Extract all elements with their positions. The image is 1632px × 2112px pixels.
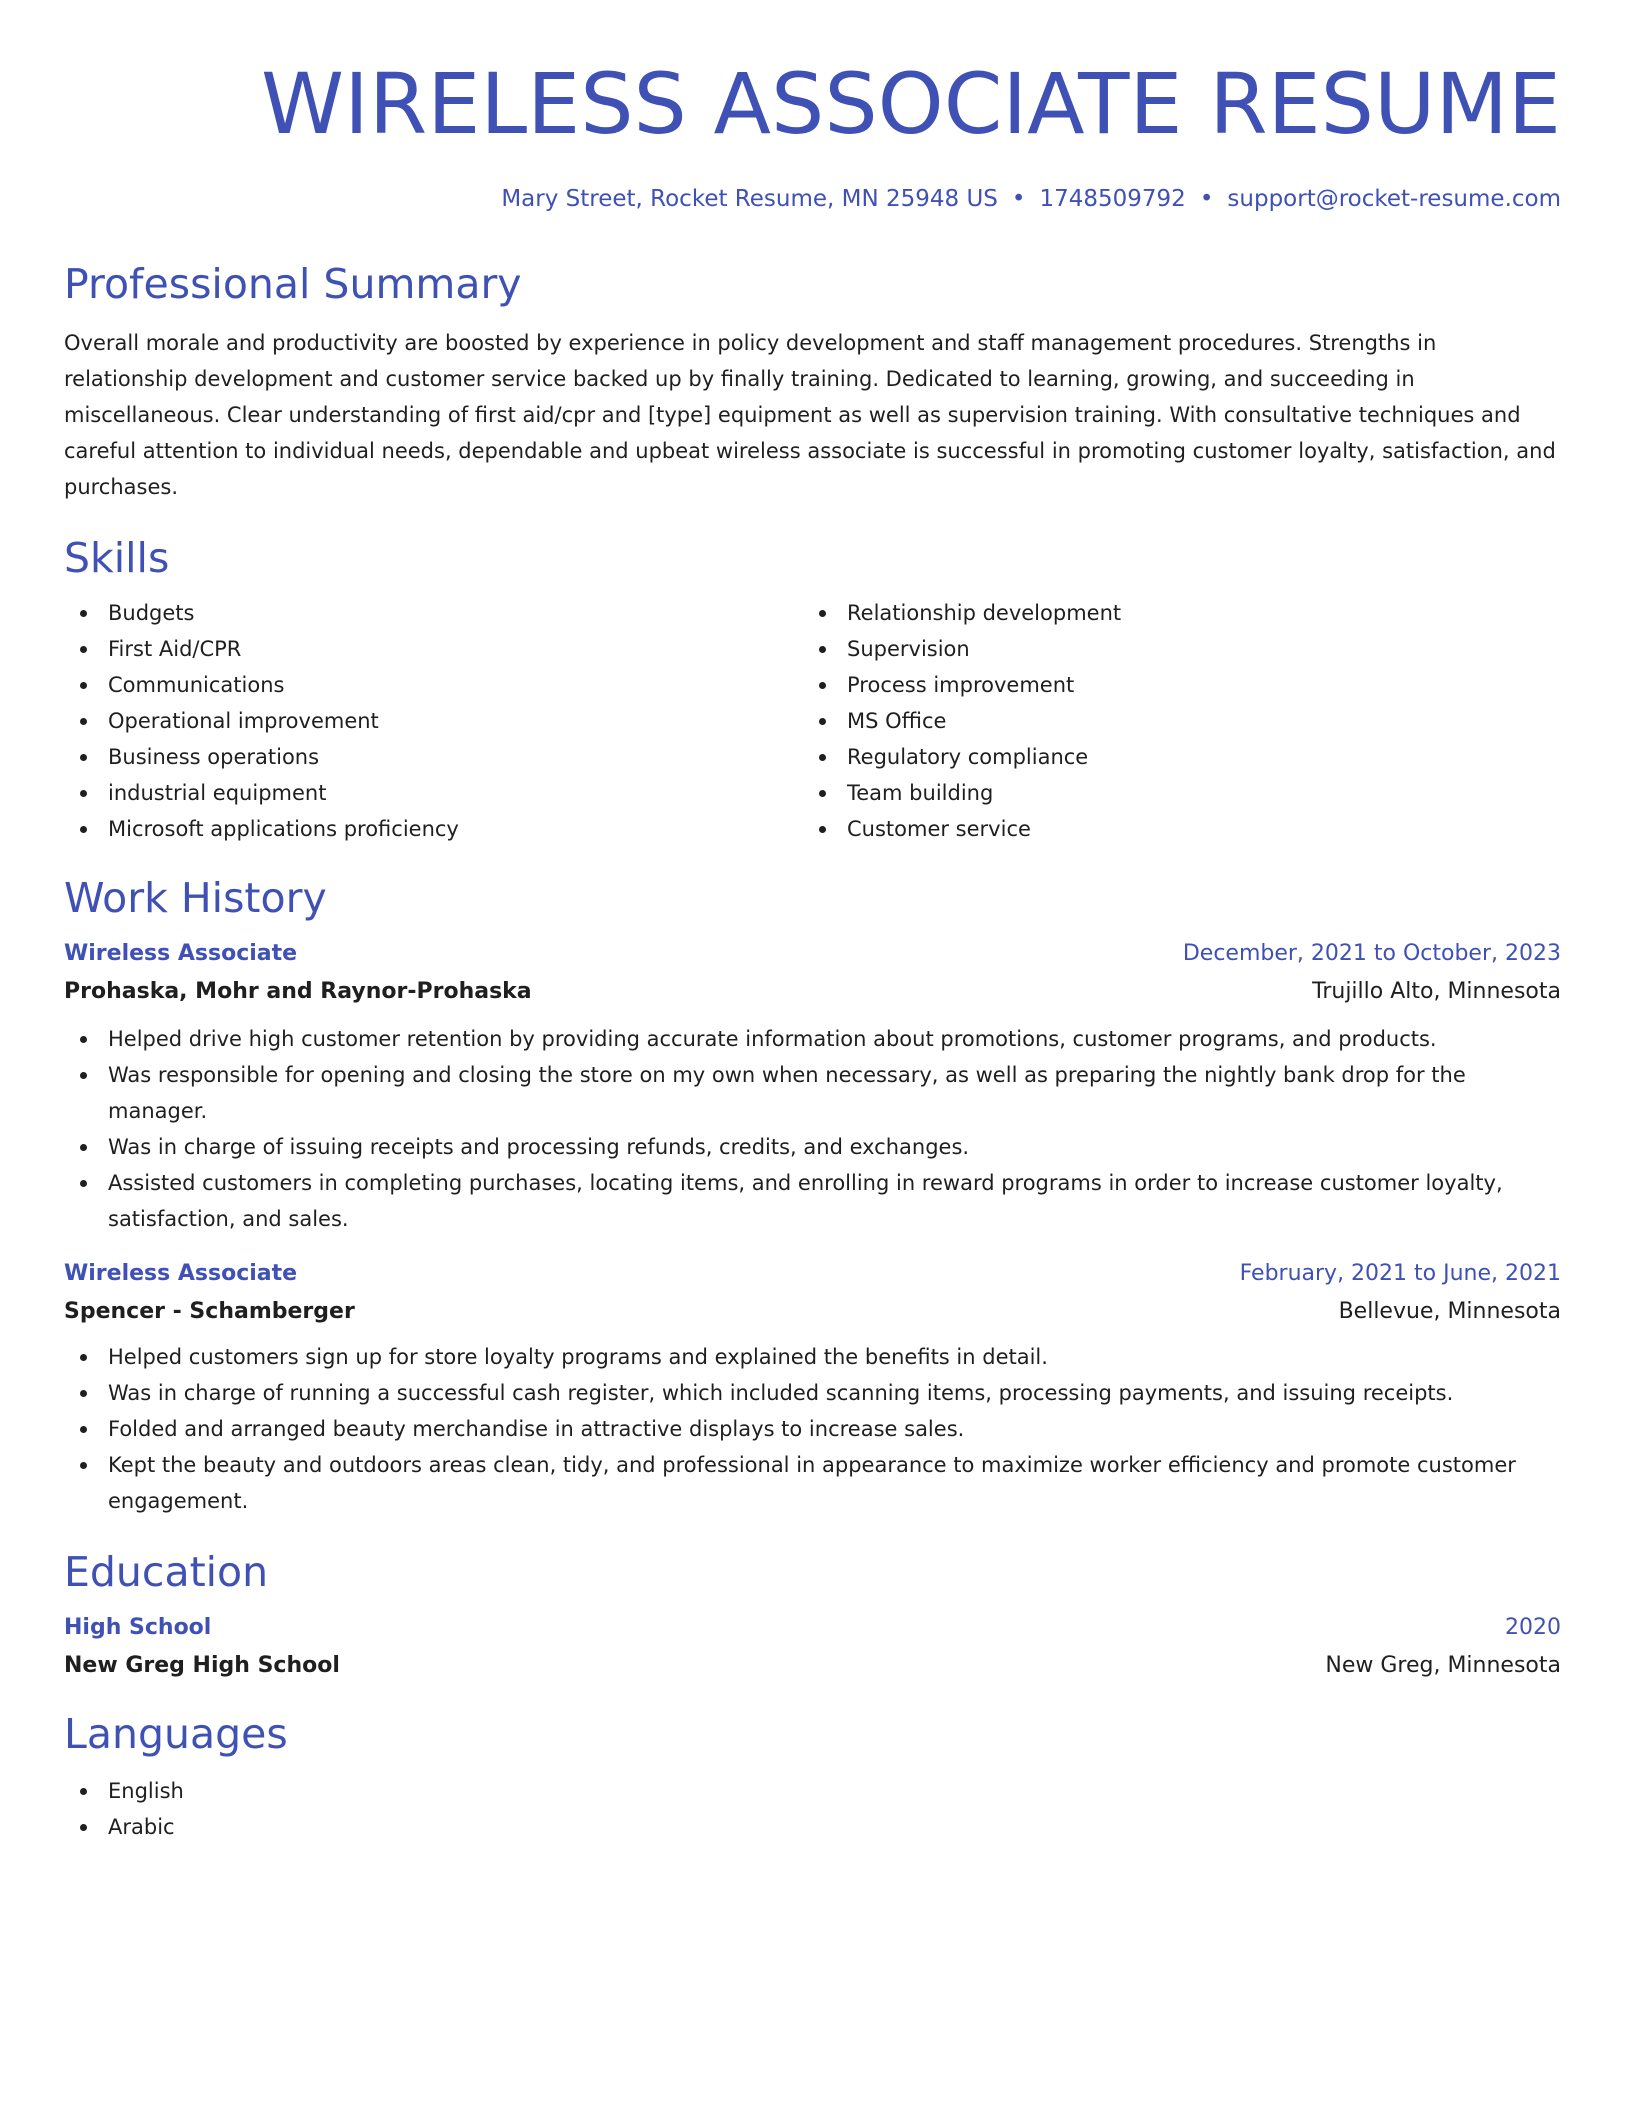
- job-header: [64, 937, 1561, 971]
- contact-line: [64, 184, 1561, 214]
- work-heading: Work History: [64, 874, 327, 922]
- education-header: [64, 1611, 1561, 1645]
- summary-heading: Professional Summary: [64, 260, 522, 308]
- contact-phone[interactable]: 1748509792: [1039, 186, 1186, 212]
- skill-item: Process improvement: [803, 667, 1542, 703]
- job-bullets: [64, 1021, 1561, 1237]
- education-heading: Education: [64, 1548, 269, 1596]
- skill-item: Regulatory compliance: [803, 739, 1542, 775]
- skill-item: MS Office: [803, 703, 1542, 739]
- skill-item: Budgets: [64, 595, 803, 631]
- job-bullet: Was in charge of running a successful cash register, which included scanning items, processing payments, and issuing receipts.: [64, 1375, 1561, 1411]
- skill-item: Operational improvement: [64, 703, 803, 739]
- job-bullet: Kept the beauty and outdoors areas clean, tidy, and professional in appearance to maximize worker efficiency and promote customer engagement.: [64, 1447, 1561, 1519]
- language-item: Arabic: [64, 1809, 1561, 1845]
- skill-item: Microsoft applications proficiency: [64, 811, 803, 847]
- education-degree: High School: [64, 1615, 212, 1640]
- job-entry: [64, 937, 1561, 1237]
- job-subheader: [64, 1295, 1561, 1329]
- skills-column-left: [64, 595, 803, 847]
- contact-address: Mary Street, Rocket Resume, MN 25948 US: [501, 186, 998, 212]
- skill-item: industrial equipment: [64, 775, 803, 811]
- summary-text: Overall morale and productivity are boosted by experience in policy development and staff management procedures. Strengths in relationship development and customer service backed up by finally training. Dedicated to learning, growing, and succeeding in miscellaneous. Clear understanding of first aid/cpr and [type] equipment as well as supervision training. With consultative techniques and careful attention to individual needs, dependable and upbeat wireless associate is successful in promoting customer loyalty, satisfaction, and purchases.: [64, 331, 1556, 499]
- education-school: New Greg High School: [64, 1653, 340, 1678]
- job-bullet: Assisted customers in completing purchases, locating items, and enrolling in reward programs in order to increase customer loyalty, satisfaction, and sales.: [64, 1165, 1561, 1237]
- skill-item: Communications: [64, 667, 803, 703]
- languages-list: [64, 1773, 1561, 1845]
- skill-item: Business operations: [64, 739, 803, 775]
- skills-column-right: [803, 595, 1542, 847]
- resume-title: WIRELESS ASSOCIATE RESUME: [261, 55, 1561, 153]
- contact-separator: •: [1199, 186, 1214, 212]
- education-entry: [64, 1611, 1561, 1683]
- language-item: English: [64, 1773, 1561, 1809]
- job-bullet: Helped customers sign up for store loyalty programs and explained the benefits in detail.: [64, 1339, 1561, 1375]
- languages-heading: Languages: [64, 1710, 288, 1758]
- job-company: Spencer - Schamberger: [64, 1299, 355, 1324]
- education-year: 2020: [1505, 1615, 1561, 1640]
- job-bullet: Helped drive high customer retention by providing accurate information about promotions, customer programs, and products.: [64, 1021, 1561, 1057]
- skill-item: Team building: [803, 775, 1542, 811]
- job-company: Prohaska, Mohr and Raynor-Prohaska: [64, 979, 532, 1004]
- resume-page: [64, 0, 1561, 1845]
- job-location: Trujillo Alto, Minnesota: [1312, 979, 1561, 1004]
- skill-item: Customer service: [803, 811, 1542, 847]
- contact-separator: •: [1011, 186, 1026, 212]
- skill-item: Relationship development: [803, 595, 1542, 631]
- job-title: Wireless Associate: [64, 1261, 298, 1286]
- job-bullets: [64, 1339, 1561, 1519]
- contact-email[interactable]: support@rocket-resume.com: [1227, 186, 1561, 212]
- job-bullet: Was responsible for opening and closing the store on my own when necessary, as well as preparing the nightly bank drop for the manager.: [64, 1057, 1561, 1129]
- skill-item: First Aid/CPR: [64, 631, 803, 667]
- job-subheader: [64, 975, 1561, 1009]
- job-dates: December, 2021 to October, 2023: [1182, 941, 1561, 966]
- skills-heading: Skills: [64, 534, 170, 582]
- job-location: Bellevue, Minnesota: [1338, 1299, 1561, 1324]
- job-title: Wireless Associate: [64, 941, 298, 966]
- skills-list: [64, 595, 1561, 847]
- job-bullet: Was in charge of issuing receipts and processing refunds, credits, and exchanges.: [64, 1129, 1561, 1165]
- job-dates: February, 2021 to June, 2021: [1239, 1261, 1561, 1286]
- job-entry: [64, 1257, 1561, 1519]
- skill-item: Supervision: [803, 631, 1542, 667]
- education-subheader: [64, 1649, 1561, 1683]
- education-location: New Greg, Minnesota: [1325, 1653, 1561, 1678]
- job-header: [64, 1257, 1561, 1291]
- job-bullet: Folded and arranged beauty merchandise in attractive displays to increase sales.: [64, 1411, 1561, 1447]
